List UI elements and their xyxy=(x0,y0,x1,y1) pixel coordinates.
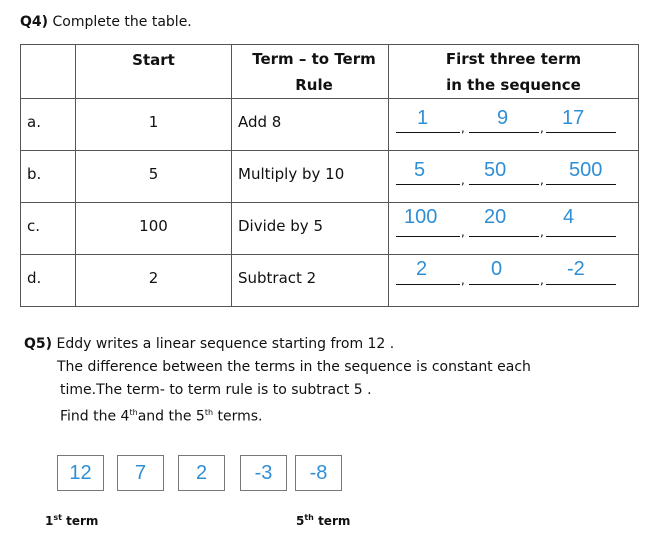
row-label: c. xyxy=(21,203,76,255)
comma: , xyxy=(461,225,465,239)
table-row xyxy=(21,99,639,151)
row-rule: Add 8 xyxy=(232,99,389,151)
row-start-value: 2 xyxy=(76,255,232,307)
row-rule: Multiply by 10 xyxy=(232,151,389,203)
table-row xyxy=(21,151,639,203)
q5-line1: Eddy writes a linear sequence starting from 12 . xyxy=(56,336,395,352)
comma: , xyxy=(461,273,465,287)
sequence-box-5[interactable] xyxy=(295,455,342,491)
header-first-line2: in the sequence xyxy=(446,76,581,94)
sequence-box-value: -8 xyxy=(309,461,328,484)
q5-sup-2: th xyxy=(204,408,214,417)
header-start: Start xyxy=(76,45,232,99)
table-row xyxy=(21,203,639,255)
q5-line4-a: Find the 4 xyxy=(60,408,130,425)
answer-blank[interactable] xyxy=(469,236,539,237)
sequence-box-3[interactable] xyxy=(178,455,225,491)
header-empty-cell xyxy=(21,45,76,99)
row-answers xyxy=(389,203,639,255)
sequence-box-4[interactable] xyxy=(240,455,287,491)
answer-blank[interactable] xyxy=(469,132,539,133)
fifth-term-num: 5 xyxy=(296,514,305,528)
first-term-num: 1 xyxy=(45,514,54,528)
fifth-term-word: term xyxy=(313,514,351,528)
answer-blank[interactable] xyxy=(469,284,539,285)
comma: , xyxy=(461,121,465,135)
answer-blank[interactable] xyxy=(396,284,460,285)
sequence-box-value: 12 xyxy=(69,461,92,484)
table-header-row xyxy=(21,45,639,99)
sequence-box-value: 7 xyxy=(134,461,147,484)
q5-line2: The difference between the terms in the sequence is constant each xyxy=(57,359,531,375)
first-term-sup: st xyxy=(53,513,62,522)
q5-sup-1: th xyxy=(129,408,138,417)
q4-number: Q4) xyxy=(20,14,49,30)
table-row xyxy=(21,255,639,307)
header-rule-line1: Term – to Term xyxy=(252,50,376,68)
comma: , xyxy=(461,173,465,187)
q5-number: Q5) xyxy=(24,336,53,352)
answer-blank[interactable] xyxy=(546,184,616,185)
header-first-line1: First three term xyxy=(445,50,582,68)
answer-term-1: 5 xyxy=(414,159,426,181)
answer-blank[interactable] xyxy=(546,284,616,285)
q5-line3: time.The term- to term rule is to subtract 5 . xyxy=(60,382,372,398)
answer-term-1: 100 xyxy=(404,206,438,228)
answer-term-2: 20 xyxy=(484,206,507,228)
row-answers xyxy=(389,255,639,307)
header-first-three xyxy=(389,45,639,99)
q5-line4-b: and the 5 xyxy=(137,408,205,425)
row-rule: Subtract 2 xyxy=(232,255,389,307)
answer-blank[interactable] xyxy=(396,132,460,133)
comma: , xyxy=(540,173,544,187)
answer-blank[interactable] xyxy=(396,184,460,185)
answer-term-3: 4 xyxy=(563,206,575,228)
first-term-word: term xyxy=(61,514,99,528)
comma: , xyxy=(540,273,544,287)
q5-line1-wrap xyxy=(24,333,394,355)
comma: , xyxy=(540,121,544,135)
answer-blank[interactable] xyxy=(546,236,616,237)
q4-heading xyxy=(20,14,192,30)
q5-line4 xyxy=(60,402,262,428)
row-rule: Divide by 5 xyxy=(232,203,389,255)
header-rule xyxy=(232,45,389,99)
sequence-box-value: -3 xyxy=(254,461,273,484)
answer-term-1: 2 xyxy=(416,258,428,280)
first-term-label xyxy=(45,513,98,528)
q4-instruction: Complete the table. xyxy=(52,14,192,30)
sequence-table xyxy=(20,44,639,307)
row-label: d. xyxy=(21,255,76,307)
sequence-box-value: 2 xyxy=(195,461,208,484)
header-rule-line2: Rule xyxy=(295,76,333,94)
answer-term-3: 500 xyxy=(569,159,603,181)
answer-term-2: 50 xyxy=(484,159,507,181)
q5-line4-c: terms. xyxy=(213,408,263,425)
comma: , xyxy=(540,225,544,239)
row-answers xyxy=(389,99,639,151)
row-label: b. xyxy=(21,151,76,203)
row-label: a. xyxy=(21,99,76,151)
sequence-box-2[interactable] xyxy=(117,455,164,491)
answer-blank[interactable] xyxy=(396,236,460,237)
fifth-term-label xyxy=(296,513,350,528)
row-answers xyxy=(389,151,639,203)
answer-term-2: 0 xyxy=(491,258,503,280)
sequence-box-1[interactable] xyxy=(57,455,104,491)
answer-blank[interactable] xyxy=(546,132,616,133)
answer-term-3: -2 xyxy=(567,258,585,280)
row-start-value: 5 xyxy=(76,151,232,203)
answer-blank[interactable] xyxy=(469,184,539,185)
fifth-term-sup: th xyxy=(304,513,314,522)
answer-term-3: 17 xyxy=(562,107,585,129)
answer-term-2: 9 xyxy=(497,107,509,129)
row-start-value: 100 xyxy=(76,203,232,255)
answer-term-1: 1 xyxy=(417,107,429,129)
row-start-value: 1 xyxy=(76,99,232,151)
